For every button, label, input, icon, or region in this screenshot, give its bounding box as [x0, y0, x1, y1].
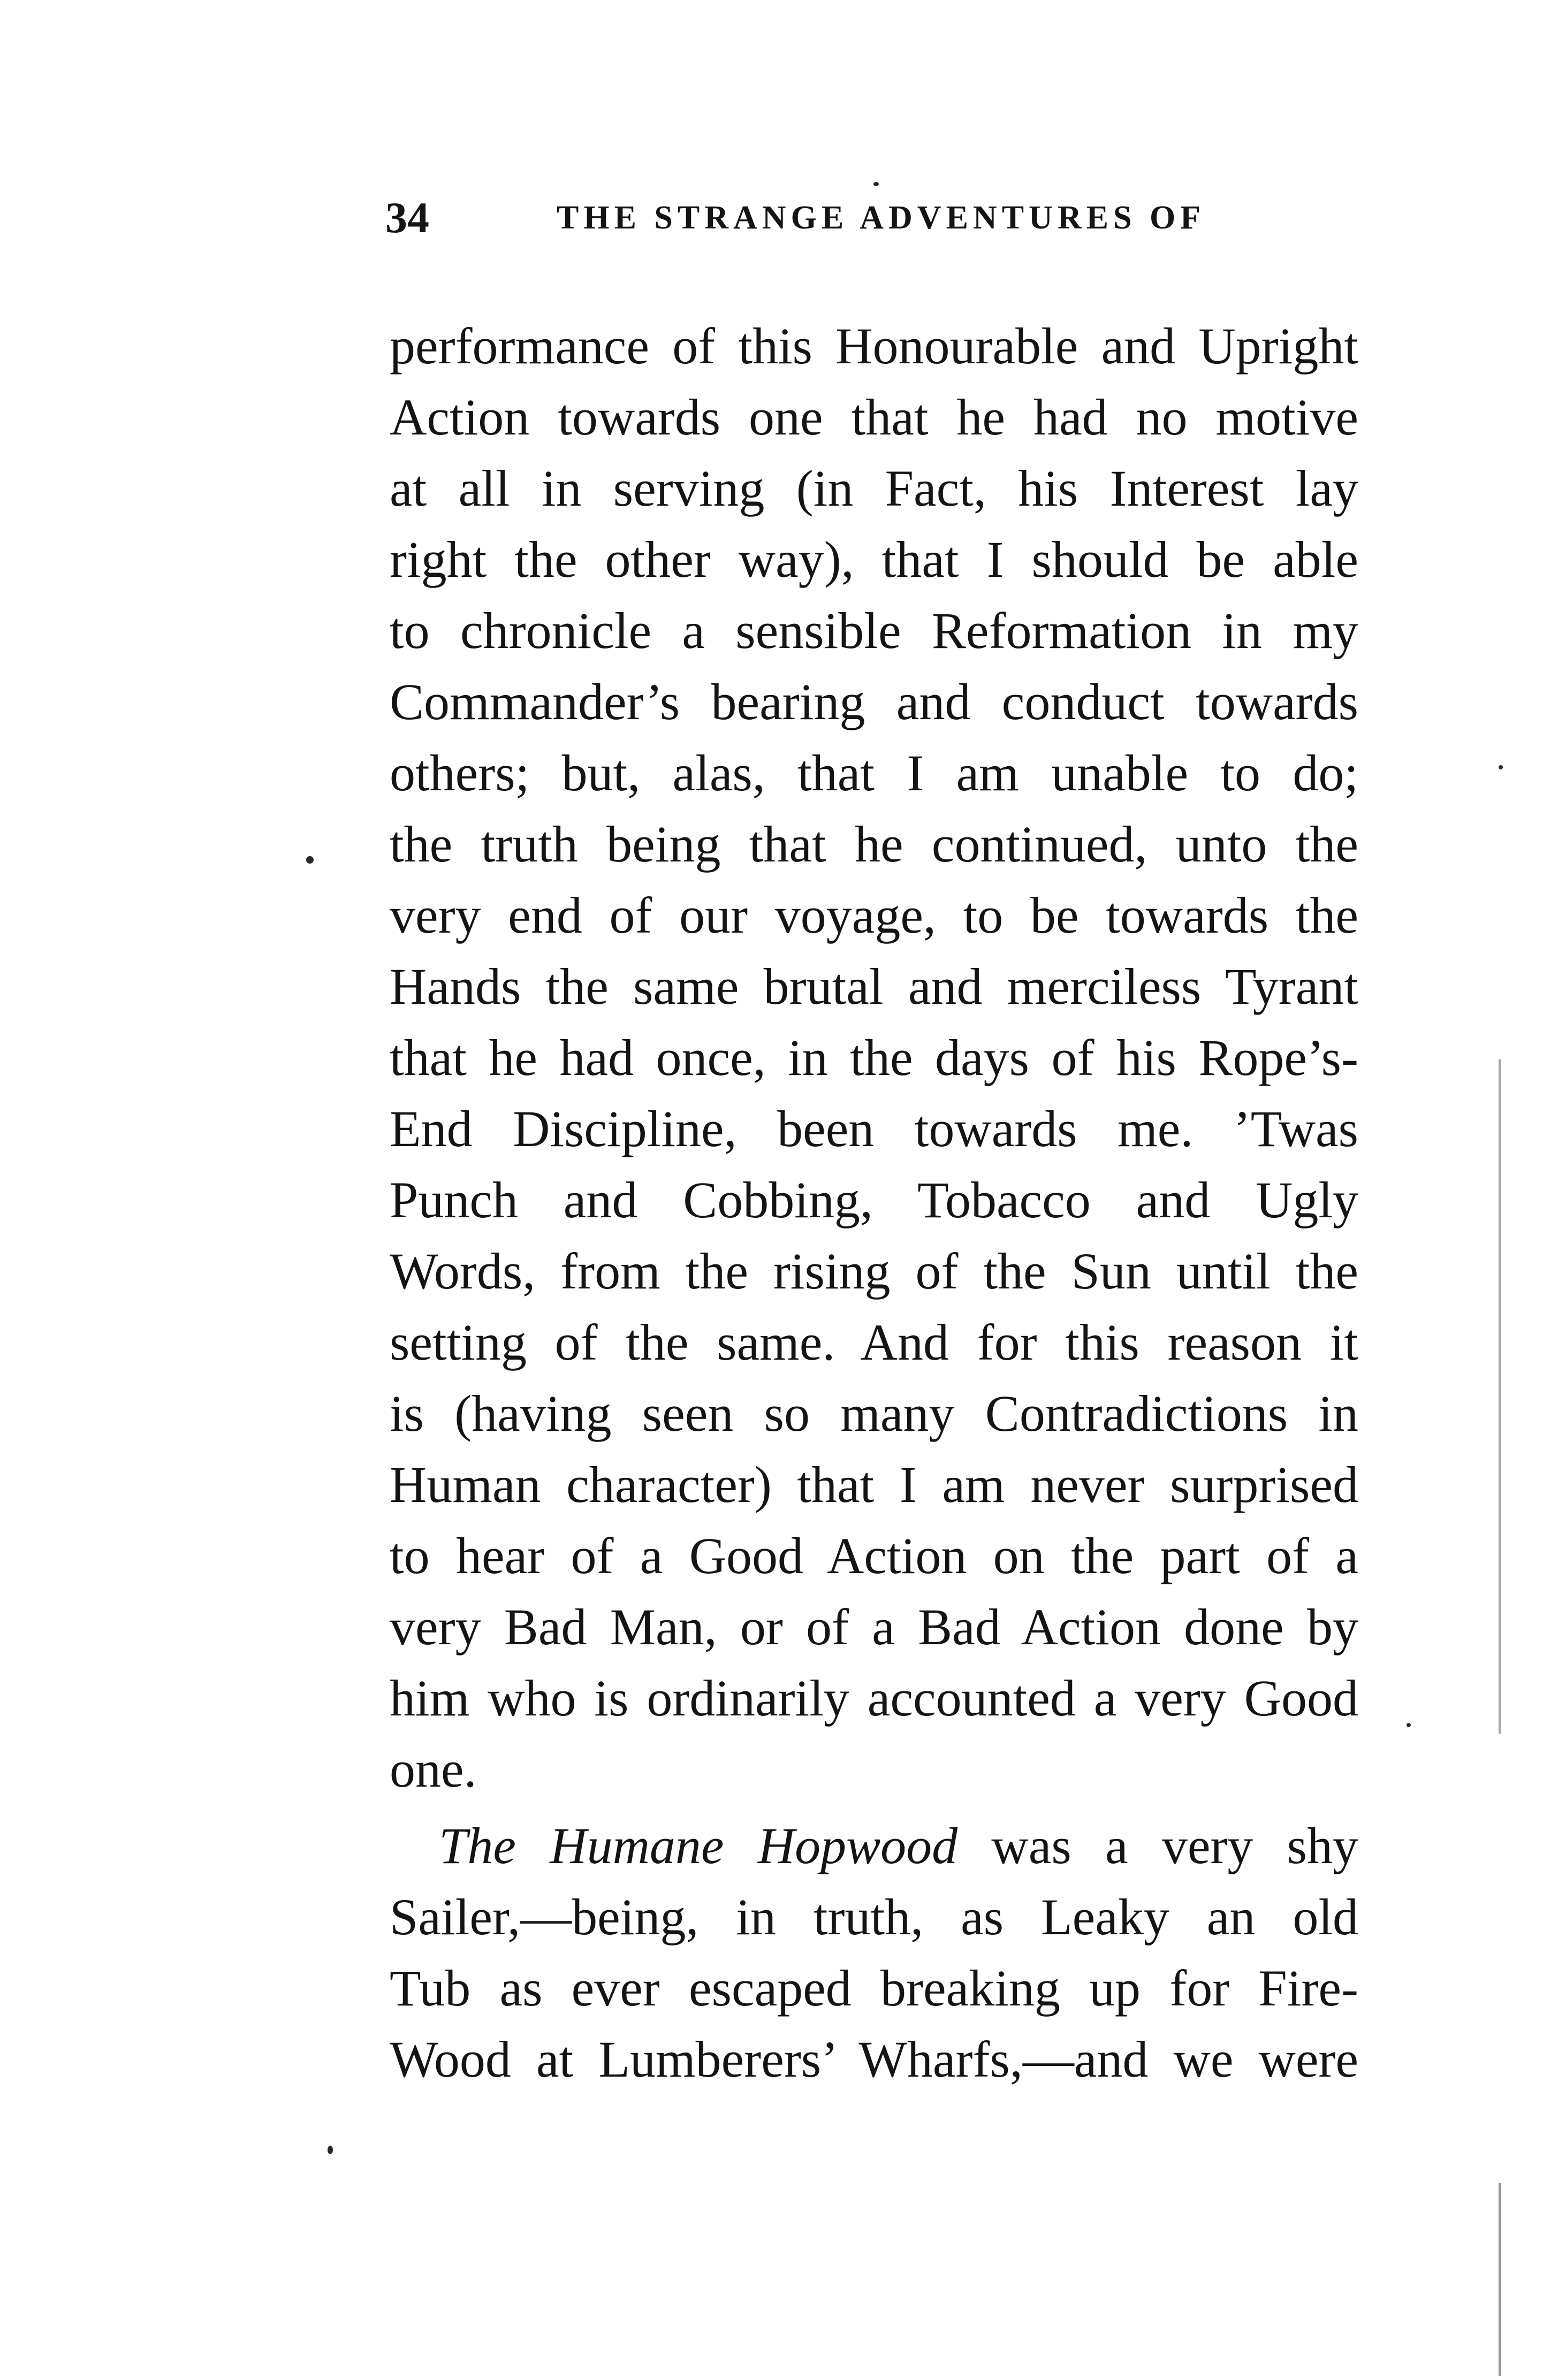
scan-speck: [1407, 1723, 1411, 1727]
paragraph-gap: [390, 1805, 1358, 1810]
text-line: Hands the same brutal and merciless Tyrant: [390, 958, 1358, 1015]
scan-speck: [328, 2146, 333, 2154]
text-fragment: was a very shy: [957, 1817, 1359, 1874]
running-title: THE STRANGE ADVENTURES OF: [557, 200, 1206, 236]
text-line: the truth being that he continued, unto the: [390, 815, 1358, 873]
text-line: others; but, alas, that I am unable to do;: [390, 744, 1358, 802]
text-line: very Bad Man, or of a Bad Action done by: [390, 1598, 1358, 1656]
text-line: him who is ordinarily accounted a very Good: [390, 1669, 1358, 1727]
text-line: Wood at Lumberers’ Wharfs,—and we were: [390, 2031, 1358, 2088]
ship-name: The Humane Hopwood: [439, 1817, 958, 1874]
text-line: Human character) that I am never surprised: [390, 1456, 1358, 1513]
body-text: [390, 310, 1358, 2095]
page-number: 34: [385, 193, 429, 242]
text-line: setting of the same. And for this reason it: [390, 1314, 1358, 1371]
scan-speck: [873, 182, 879, 186]
text-line: right the other way), that I should be able: [390, 531, 1358, 588]
text-line: End Discipline, been towards me. ’Twas: [390, 1100, 1358, 1157]
paragraph-1: [390, 310, 1358, 1805]
scan-edge-line: [1499, 1059, 1501, 1734]
scan-edge-line: [1499, 2183, 1501, 2376]
text-line: to hear of a Good Action on the part of a: [390, 1527, 1358, 1584]
text-line: Words, from the rising of the Sun until the: [390, 1242, 1358, 1300]
text-line: Commander’s bearing and conduct towards: [390, 673, 1358, 730]
running-head: [385, 188, 1349, 247]
text-line: Punch and Cobbing, Tobacco and Ugly: [390, 1171, 1358, 1229]
text-line: that he had once, in the days of his Rope’s-: [390, 1029, 1358, 1086]
text-line: one.: [390, 1741, 477, 1798]
text-line: to chronicle a sensible Reformation in my: [390, 602, 1358, 659]
text-line: very end of our voyage, to be towards the: [390, 887, 1358, 944]
text-line-first: [390, 1810, 1358, 1881]
text-line: Action towards one that he had no motive: [390, 388, 1358, 446]
text-line: is (having seen so many Contradictions in: [390, 1385, 1358, 1442]
text-line: Tub as ever escaped breaking up for Fire-: [390, 1959, 1358, 2017]
text-line: performance of this Honourable and Upright: [390, 317, 1358, 375]
scan-speck: [306, 856, 314, 864]
text-line: Sailer,—being, in truth, as Leaky an old: [390, 1888, 1358, 1946]
text-line: at all in serving (in Fact, his Interest lay: [390, 460, 1358, 517]
paragraph-2: [390, 1810, 1358, 2095]
scan-speck: [1499, 765, 1503, 769]
